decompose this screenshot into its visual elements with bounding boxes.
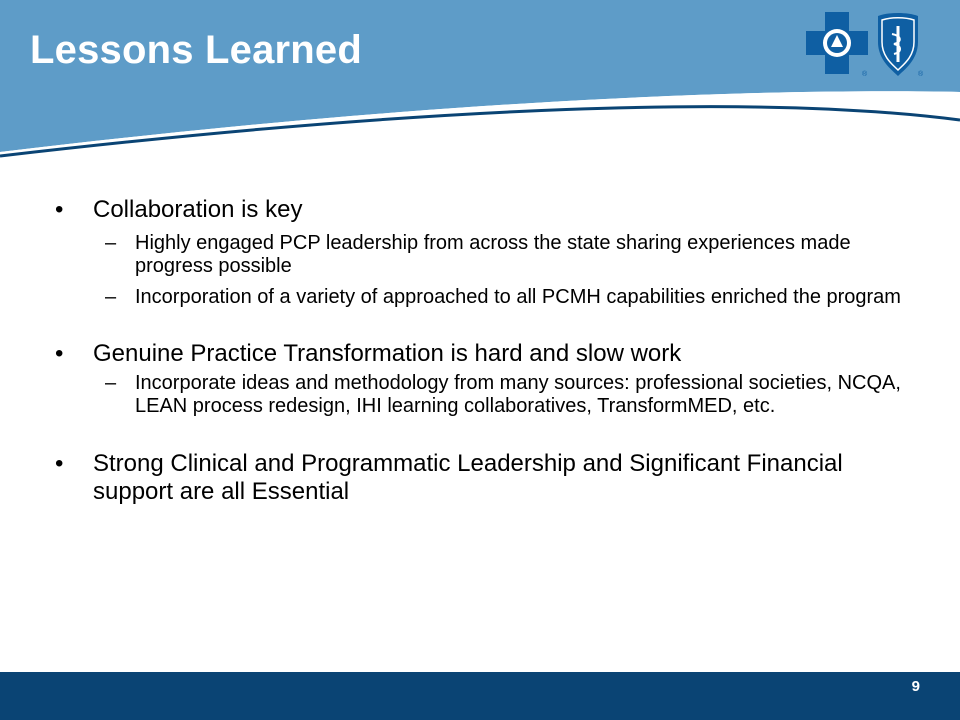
slide-body xyxy=(55,196,925,506)
bullet-text: Genuine Practice Transformation is hard and slow work xyxy=(93,340,682,367)
sub-bullet-text: Incorporation of a variety of approached to all PCMH capabilities enriched the program xyxy=(135,286,901,308)
logo-group xyxy=(806,12,936,78)
blue-cross-icon xyxy=(806,12,868,74)
dash-icon: – xyxy=(105,372,117,394)
dash-icon: – xyxy=(105,286,117,308)
slide-title: Lessons Learned xyxy=(30,28,363,72)
sub-bullet-text: Incorporate ideas and methodology from many sources: professional societies, NCQA, LEAN process redesign, IHI learning collaboratives, TransformMED, etc. xyxy=(135,372,901,417)
dash-icon: – xyxy=(105,232,117,254)
footer-bar xyxy=(0,672,960,720)
sub-bullet-item xyxy=(55,372,925,418)
bullet-dot-icon: • xyxy=(55,340,64,367)
svg-text:®: ® xyxy=(918,71,924,78)
page-number: 9 xyxy=(911,678,920,695)
bullet-dot-icon: • xyxy=(55,196,64,223)
sub-bullet-text: Highly engaged PCP leadership from across the state sharing experiences made progress possible xyxy=(135,232,851,277)
sub-bullet-item xyxy=(55,232,925,278)
svg-text:®: ® xyxy=(862,71,868,78)
bullet-text: Collaboration is key xyxy=(93,196,303,223)
bullet-item xyxy=(55,450,925,506)
bullet-item xyxy=(55,196,925,224)
bullet-dot-icon: • xyxy=(55,450,64,477)
blue-shield-icon xyxy=(878,13,918,76)
bullet-text: Strong Clinical and Programmatic Leadership and Significant Financial support are all Essential xyxy=(93,450,843,505)
sub-bullet-item xyxy=(55,286,925,309)
bullet-item xyxy=(55,340,925,368)
